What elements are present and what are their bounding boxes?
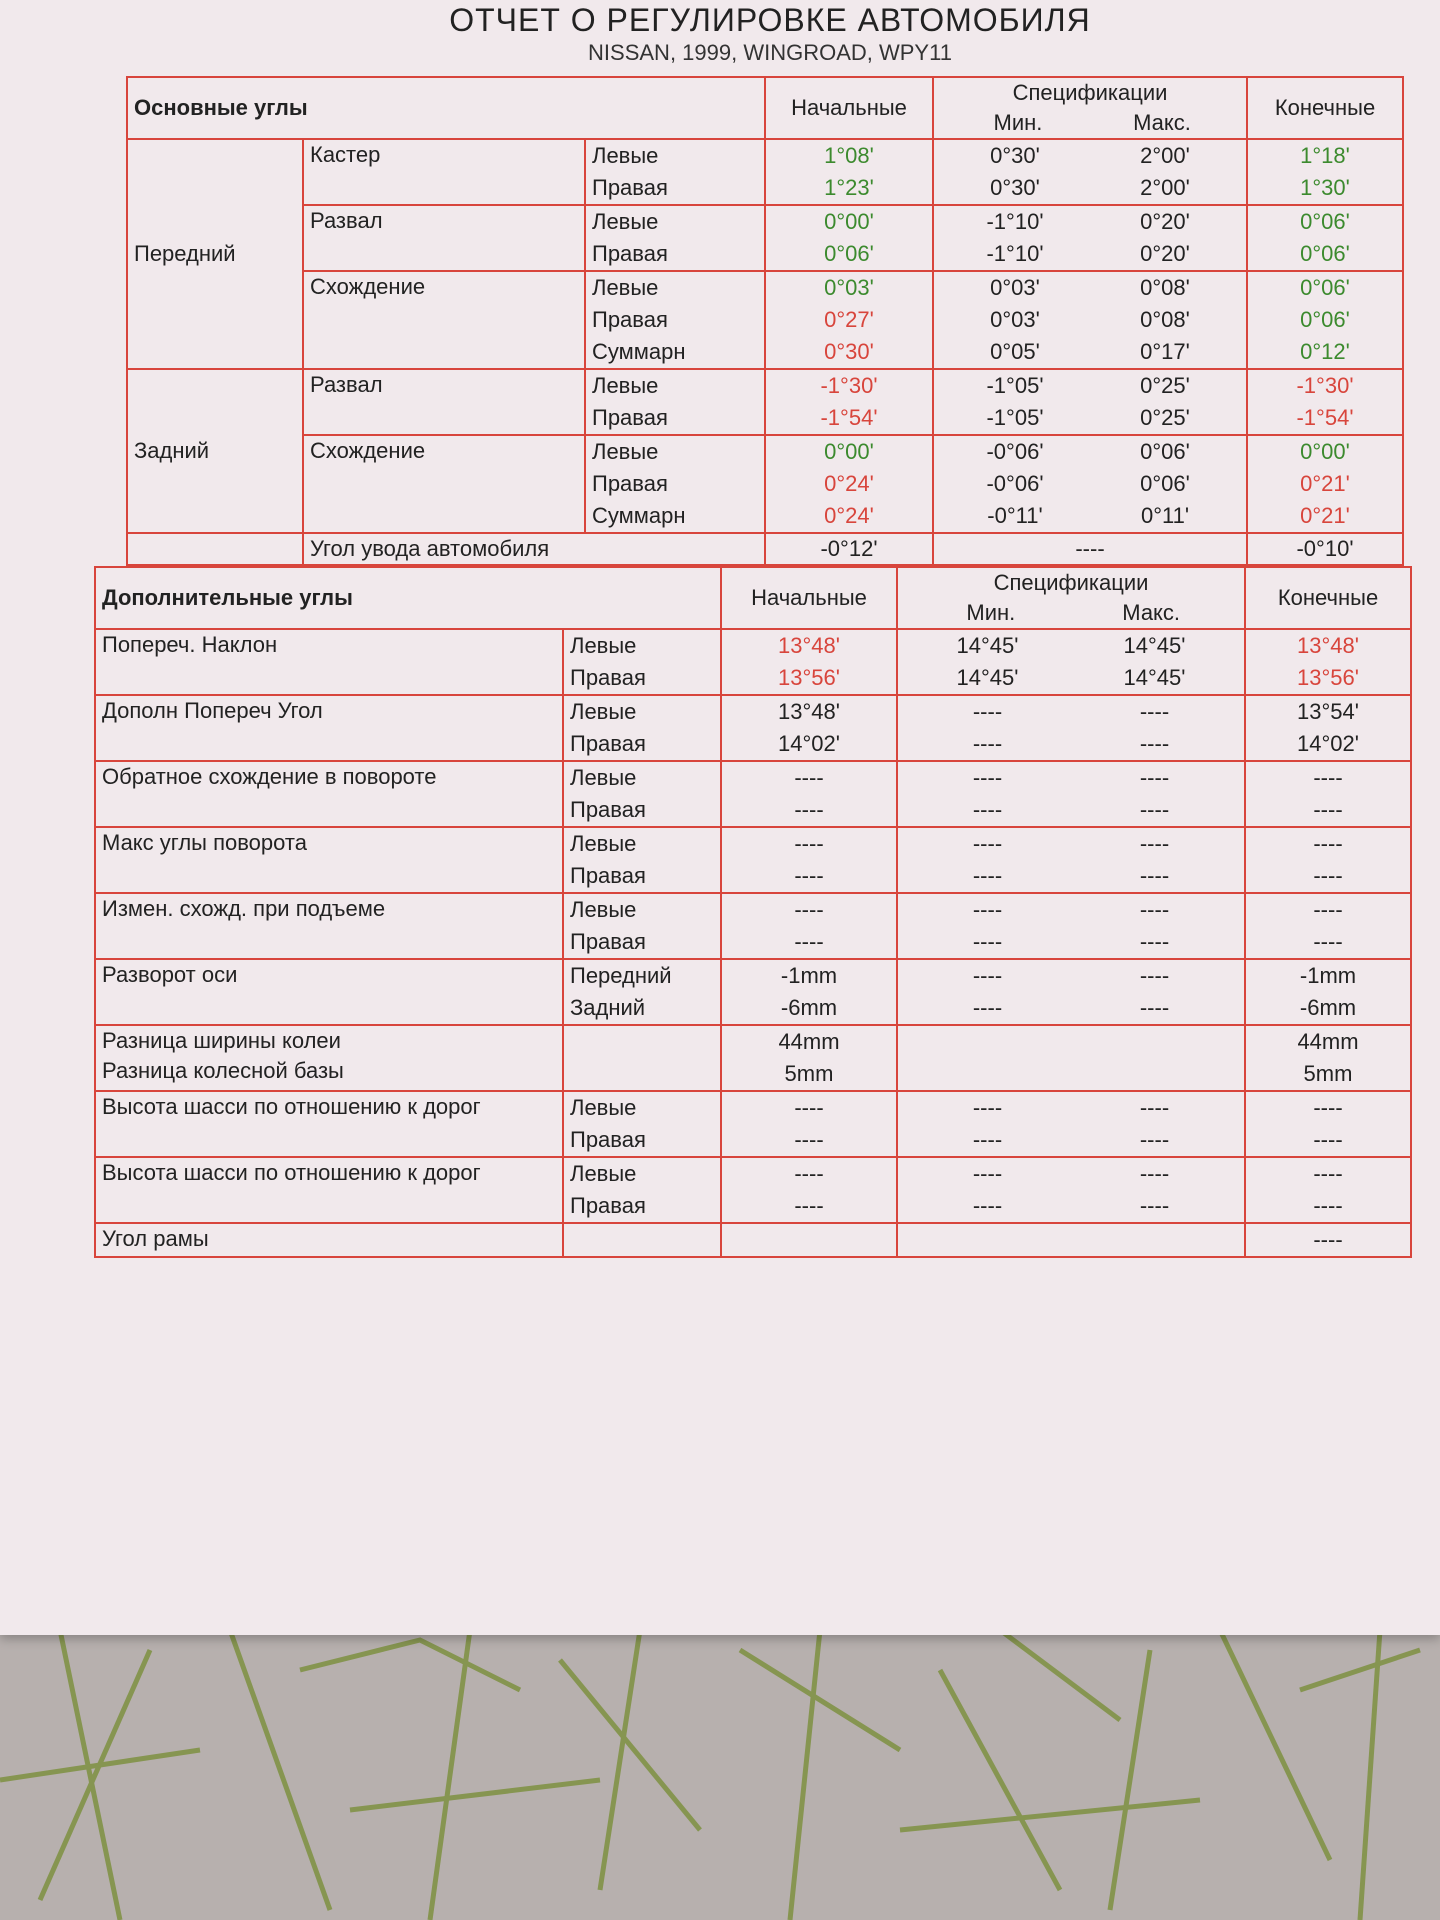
initial-value: 0°03' (824, 275, 874, 300)
thrust-initial: -0°12' (765, 533, 933, 565)
param-name: Высота шасси по отношению к дорог (102, 1094, 481, 1119)
section-title: Дополнительные углы (95, 567, 721, 629)
final-values (1245, 1157, 1411, 1223)
param-row (127, 205, 1403, 271)
side-label: Правая (592, 471, 668, 496)
initial-value: 13°56' (778, 665, 840, 690)
spec-values (933, 139, 1247, 205)
side-label (570, 1224, 714, 1256)
side-labels (585, 205, 765, 271)
spec-min: 0°30' (990, 143, 1040, 168)
final-value: 1°18' (1300, 143, 1350, 168)
min-label: Мин. (993, 110, 1043, 135)
spec-max: 0°11' (1140, 503, 1190, 528)
final-value: 0°12' (1300, 339, 1350, 364)
spec-values (933, 435, 1247, 533)
axle-group-label: Задний (127, 369, 303, 533)
param-name: Разница ширины колеи (102, 1028, 341, 1053)
spec-max: ---- (1139, 995, 1170, 1020)
spec-min: ---- (972, 897, 1003, 922)
spec-min: ---- (972, 1161, 1003, 1186)
final-value: ---- (1313, 863, 1343, 888)
initial-value: 0°27' (824, 307, 874, 332)
initial-value: 0°30' (824, 339, 874, 364)
param-name-cell (95, 1157, 563, 1223)
main-angles-table (126, 76, 1404, 566)
col-header-specs (897, 567, 1245, 629)
side-label: Суммарн (592, 503, 686, 528)
spec-max: 0°06' (1140, 471, 1190, 496)
side-label: Передний (570, 963, 672, 988)
spec-min: 0°05' (990, 339, 1040, 364)
initial-value (728, 1224, 890, 1256)
initial-values (721, 1025, 897, 1091)
spec-max: ---- (1139, 1193, 1170, 1218)
side-label: Правая (570, 929, 646, 954)
side-label: Левые (570, 765, 637, 790)
initial-values (721, 959, 897, 1025)
param-row (127, 435, 1403, 533)
initial-value: ---- (794, 765, 824, 790)
initial-value: 0°24' (824, 503, 874, 528)
param-name-cell (95, 893, 563, 959)
section-title: Основные углы (127, 77, 765, 139)
final-value: 5mm (1303, 1061, 1353, 1086)
final-value: ---- (1313, 1227, 1343, 1252)
param-name: Измен. схожд. при подъеме (102, 896, 386, 921)
spec-max: ---- (1139, 897, 1170, 922)
spec-min: ---- (972, 995, 1003, 1020)
initial-value: ---- (794, 1095, 824, 1120)
final-value: -1mm (1299, 963, 1357, 988)
final-value: 0°06' (1300, 275, 1350, 300)
spec-values (897, 695, 1245, 761)
initial-values (765, 205, 933, 271)
final-value: ---- (1313, 1095, 1343, 1120)
initial-values (721, 1157, 897, 1223)
spec-max: 0°17' (1140, 339, 1190, 364)
initial-value: 0°00' (824, 439, 874, 464)
spec-max (1071, 1026, 1238, 1058)
thrust-angle-label: Угол увода автомобиля (303, 533, 765, 565)
side-label: Левые (592, 143, 659, 168)
side-labels (563, 761, 721, 827)
param-name: Макс углы поворота (102, 830, 307, 855)
side-label: Левые (570, 897, 637, 922)
additional-angles-table (94, 566, 1412, 1258)
param-name-2: Разница колесной базы (102, 1058, 344, 1083)
side-label: Правая (570, 797, 646, 822)
spec-min: ---- (972, 1193, 1003, 1218)
spec-values (897, 827, 1245, 893)
side-label: Правая (570, 731, 646, 756)
param-name: Схождение (303, 435, 585, 533)
side-labels (585, 369, 765, 435)
initial-values (765, 271, 933, 369)
spec-values (897, 893, 1245, 959)
param-name: Развал (303, 369, 585, 435)
initial-value: -1mm (780, 963, 838, 988)
col-header-initial: Начальные (721, 567, 897, 629)
final-value: ---- (1313, 797, 1343, 822)
final-value: 1°30' (1300, 175, 1350, 200)
initial-value: ---- (794, 929, 824, 954)
spec-max (1071, 1224, 1238, 1256)
final-value: -1°54' (1296, 405, 1354, 430)
final-values (1247, 205, 1403, 271)
initial-value: -6mm (780, 995, 838, 1020)
initial-values (721, 761, 897, 827)
param-name: Схождение (303, 271, 585, 369)
final-values (1247, 139, 1403, 205)
spec-max: ---- (1139, 765, 1170, 790)
max-label: Макс. (1122, 600, 1181, 625)
final-value: 0°06' (1300, 307, 1350, 332)
final-value: 13°56' (1297, 665, 1359, 690)
spec-max: ---- (1139, 863, 1170, 888)
side-label: Правая (570, 1127, 646, 1152)
final-values (1247, 369, 1403, 435)
initial-values (721, 1091, 897, 1157)
param-name: Попереч. Наклон (102, 632, 278, 657)
side-label: Левые (592, 209, 659, 234)
spec-min: 0°03' (990, 275, 1040, 300)
side-labels (563, 1025, 721, 1091)
thrust-spec: ---- (933, 533, 1247, 565)
additional-row (95, 1223, 1411, 1257)
axle-group-label: Передний (127, 139, 303, 369)
final-values (1245, 1223, 1411, 1257)
final-value: 13°54' (1297, 699, 1359, 724)
initial-values (765, 369, 933, 435)
side-label: Правая (592, 405, 668, 430)
spec-min: 0°30' (990, 175, 1040, 200)
param-name: Дополн Попереч Угол (102, 698, 323, 723)
spec-max: 2°00' (1140, 175, 1190, 200)
side-label: Правая (570, 1193, 646, 1218)
initial-value: ---- (794, 897, 824, 922)
side-label: Левые (570, 1161, 637, 1186)
final-values (1245, 1025, 1411, 1091)
spec-min: ---- (972, 699, 1003, 724)
final-value: 0°00' (1300, 439, 1350, 464)
side-label: Левые (592, 373, 659, 398)
additional-row (95, 629, 1411, 695)
initial-value: ---- (794, 797, 824, 822)
final-value: ---- (1313, 897, 1343, 922)
final-value: 13°48' (1297, 633, 1359, 658)
initial-value: -1°54' (820, 405, 878, 430)
side-labels (563, 1091, 721, 1157)
final-values (1245, 629, 1411, 695)
side-labels (585, 271, 765, 369)
spec-values (897, 1157, 1245, 1223)
param-name-cell (95, 695, 563, 761)
param-name-cell (95, 1025, 563, 1091)
spec-max: 2°00' (1140, 143, 1190, 168)
param-name-cell (95, 1091, 563, 1157)
initial-value: 13°48' (778, 633, 840, 658)
initial-values (765, 139, 933, 205)
side-labels (563, 1157, 721, 1223)
spec-min (904, 1224, 1071, 1256)
fabric-background (0, 1630, 1440, 1920)
final-values (1245, 959, 1411, 1025)
final-values (1245, 827, 1411, 893)
spec-min: ---- (972, 831, 1003, 856)
final-value: -1°30' (1296, 373, 1354, 398)
param-name-cell (95, 761, 563, 827)
initial-value: -1°30' (820, 373, 878, 398)
initial-value: ---- (794, 1161, 824, 1186)
final-value: ---- (1313, 765, 1343, 790)
side-label: Правая (592, 307, 668, 332)
param-row (127, 271, 1403, 369)
spec-min: ---- (972, 963, 1003, 988)
side-label: Суммарн (592, 339, 686, 364)
spec-min: ---- (972, 1095, 1003, 1120)
spec-min: 14°45' (956, 665, 1019, 690)
final-values (1245, 1091, 1411, 1157)
final-values (1245, 761, 1411, 827)
side-label: Правая (570, 665, 646, 690)
side-labels (563, 1223, 721, 1257)
col-header-final: Конечные (1247, 77, 1403, 139)
spec-max: ---- (1139, 1161, 1170, 1186)
initial-value: 13°48' (778, 699, 840, 724)
initial-value: 44mm (778, 1029, 840, 1054)
spec-max: 14°45' (1123, 633, 1186, 658)
final-values (1245, 893, 1411, 959)
col-header-final: Конечные (1245, 567, 1411, 629)
side-label: Правая (570, 863, 646, 888)
spec-min (904, 1026, 1071, 1058)
spec-values (897, 761, 1245, 827)
spec-min: ---- (972, 765, 1003, 790)
initial-value: 5mm (784, 1061, 834, 1086)
param-name: Высота шасси по отношению к дорог (102, 1160, 481, 1185)
spec-max: 0°20' (1140, 241, 1190, 266)
spec-max: ---- (1139, 929, 1170, 954)
side-label: Правая (592, 241, 668, 266)
additional-row (95, 893, 1411, 959)
initial-value: 14°02' (778, 731, 840, 756)
final-values (1245, 695, 1411, 761)
additional-row (95, 959, 1411, 1025)
spec-min: -1°10' (986, 241, 1044, 266)
initial-value: 0°06' (824, 241, 874, 266)
final-value: ---- (1313, 1127, 1343, 1152)
initial-value: 1°08' (824, 143, 874, 168)
spec-min: -0°06' (986, 471, 1044, 496)
spec-min: ---- (972, 929, 1003, 954)
spec-max: 14°45' (1123, 665, 1186, 690)
max-label: Макс. (1133, 110, 1191, 135)
report-title: ОТЧЕТ О РЕГУЛИРОВКЕ АВТОМОБИЛЯ (449, 2, 1091, 38)
thrust-angle-row (127, 533, 1403, 565)
side-labels (585, 139, 765, 205)
spec-min: -0°06' (986, 439, 1044, 464)
param-name-cell (95, 1223, 563, 1257)
spec-max: ---- (1139, 963, 1170, 988)
final-value: ---- (1313, 929, 1343, 954)
final-value: 0°21' (1300, 471, 1350, 496)
spec-values (933, 369, 1247, 435)
spec-max: 0°25' (1140, 405, 1190, 430)
additional-row (95, 1157, 1411, 1223)
side-labels (563, 695, 721, 761)
param-name: Угол рамы (102, 1226, 209, 1251)
specs-label: Спецификации (1012, 80, 1168, 105)
side-labels (563, 827, 721, 893)
report-subtitle: NISSAN, 1999, WINGROAD, WPY11 (588, 40, 952, 65)
side-label: Левые (570, 1095, 637, 1120)
param-name: Кастер (303, 139, 585, 205)
spec-max: 0°08' (1140, 307, 1190, 332)
spec-values (897, 1223, 1245, 1257)
additional-row (95, 695, 1411, 761)
spec-min: ---- (972, 1127, 1003, 1152)
initial-values (721, 1223, 897, 1257)
thrust-final: -0°10' (1247, 533, 1403, 565)
param-name: Разворот оси (102, 962, 238, 987)
spec-values (897, 629, 1245, 695)
param-name: Развал (303, 205, 585, 271)
initial-value: ---- (794, 831, 824, 856)
final-value: 44mm (1297, 1029, 1359, 1054)
spec-max (1071, 1058, 1238, 1090)
spec-max: 0°20' (1140, 209, 1190, 234)
spec-min: 14°45' (956, 633, 1019, 658)
spec-values (933, 205, 1247, 271)
side-label: Левые (570, 699, 637, 724)
param-name-cell (95, 629, 563, 695)
initial-value: ---- (794, 1127, 824, 1152)
spec-values (897, 1091, 1245, 1157)
final-value: 14°02' (1297, 731, 1359, 756)
spec-max: ---- (1139, 731, 1170, 756)
param-name-cell (95, 827, 563, 893)
spec-max: ---- (1139, 699, 1170, 724)
col-header-initial: Начальные (765, 77, 933, 139)
spec-min: -1°10' (986, 209, 1044, 234)
initial-values (721, 827, 897, 893)
side-label (570, 1026, 714, 1058)
additional-row (95, 827, 1411, 893)
param-row (127, 139, 1403, 205)
side-labels (563, 629, 721, 695)
spec-min: 0°03' (990, 307, 1040, 332)
initial-values (721, 629, 897, 695)
final-value: 0°21' (1300, 503, 1350, 528)
final-values (1247, 435, 1403, 533)
spec-max: 0°25' (1140, 373, 1190, 398)
final-value: -6mm (1299, 995, 1357, 1020)
side-label: Левые (570, 633, 637, 658)
initial-values (765, 435, 933, 533)
final-value: ---- (1313, 831, 1343, 856)
blank-cell (127, 533, 303, 565)
side-label: Левые (592, 439, 659, 464)
additional-row (95, 761, 1411, 827)
specs-label: Спецификации (993, 570, 1149, 595)
side-labels (563, 959, 721, 1025)
side-label: Левые (592, 275, 659, 300)
initial-values (721, 893, 897, 959)
col-header-specs (933, 77, 1247, 139)
min-label: Мин. (966, 600, 1016, 625)
side-label: Правая (592, 175, 668, 200)
spec-max: 0°06' (1140, 439, 1190, 464)
spec-min: ---- (972, 731, 1003, 756)
spec-values (897, 1025, 1245, 1091)
param-name-cell (95, 959, 563, 1025)
side-labels (585, 435, 765, 533)
spec-values (897, 959, 1245, 1025)
spec-min: -1°05' (986, 373, 1044, 398)
additional-row (95, 1025, 1411, 1091)
spec-min: -0°11' (987, 503, 1043, 528)
param-row (127, 369, 1403, 435)
side-label: Задний (570, 995, 646, 1020)
final-value: 0°06' (1300, 209, 1350, 234)
spec-min: ---- (972, 797, 1003, 822)
additional-row (95, 1091, 1411, 1157)
spec-max: 0°08' (1140, 275, 1190, 300)
initial-value: 0°24' (824, 471, 874, 496)
final-value: ---- (1313, 1193, 1343, 1218)
final-value: 0°06' (1300, 241, 1350, 266)
initial-value: ---- (794, 1193, 824, 1218)
initial-value: 1°23' (824, 175, 874, 200)
side-labels (563, 893, 721, 959)
spec-max: ---- (1139, 1127, 1170, 1152)
spec-min: ---- (972, 863, 1003, 888)
spec-max: ---- (1139, 831, 1170, 856)
initial-values (721, 695, 897, 761)
side-label (570, 1058, 714, 1090)
initial-value: ---- (794, 863, 824, 888)
initial-value: 0°00' (824, 209, 874, 234)
spec-min: -1°05' (986, 405, 1044, 430)
param-name: Обратное схождение в повороте (102, 764, 437, 789)
spec-max: ---- (1139, 1095, 1170, 1120)
side-label: Левые (570, 831, 637, 856)
spec-max: ---- (1139, 797, 1170, 822)
spec-values (933, 271, 1247, 369)
final-values (1247, 271, 1403, 369)
final-value: ---- (1313, 1161, 1343, 1186)
spec-min (904, 1058, 1071, 1090)
